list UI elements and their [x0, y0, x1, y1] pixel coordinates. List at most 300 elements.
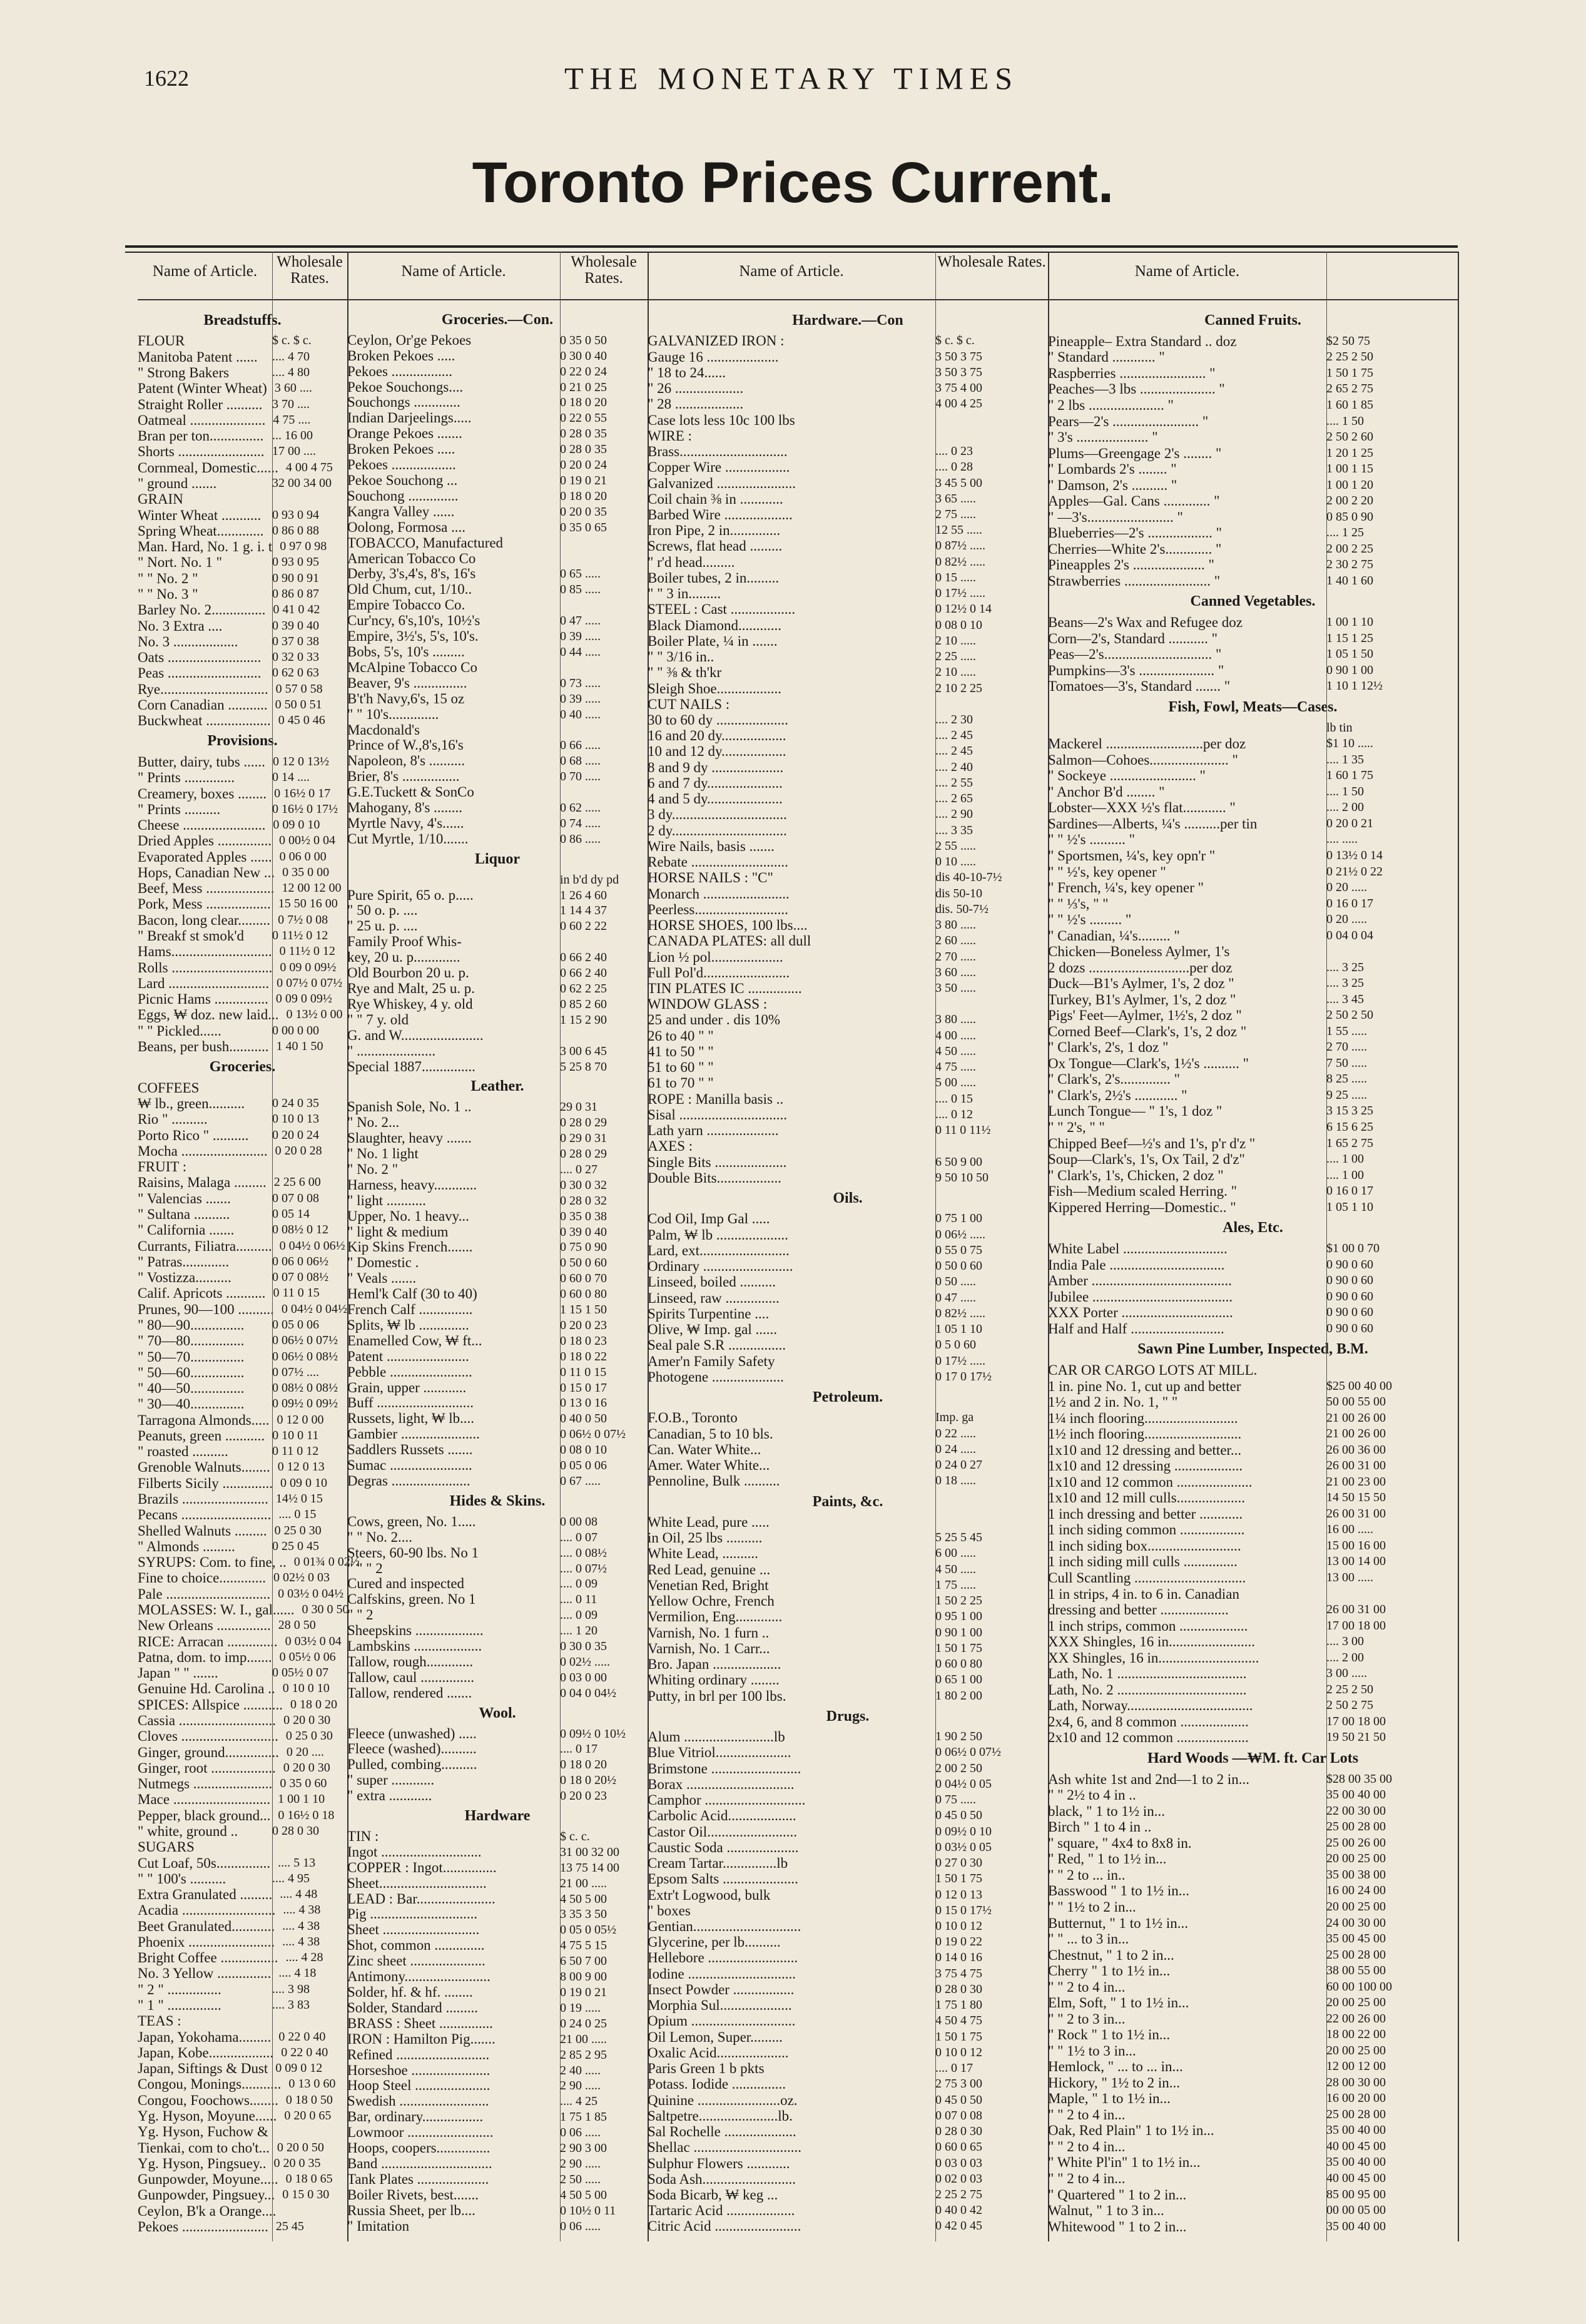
article-name: Extra Granulated .........	[138, 1887, 273, 1903]
price-row	[1048, 1714, 1458, 1730]
wholesale-rate: 60 00 100 00	[1326, 1979, 1392, 1994]
article-name: Iron Pipe, 2 in..............	[648, 522, 781, 539]
article-name: " " 3 in.........	[648, 586, 721, 602]
price-row	[648, 1530, 1048, 1546]
wholesale-rate: 0 08½ 0 12	[272, 1223, 328, 1237]
article-name: Spring Wheat.............	[138, 522, 264, 539]
price-row	[1048, 1039, 1458, 1056]
price-row	[648, 2203, 1048, 2218]
price-row	[347, 1162, 648, 1178]
price-row	[347, 2141, 648, 2156]
article-name: " White Pl'in" 1 to 1½ in...	[1048, 2154, 1201, 2171]
wholesale-rate: 0 24 0 25	[560, 2016, 607, 2031]
article-name: FLOUR	[138, 333, 185, 349]
price-row	[648, 775, 1048, 791]
wholesale-rate: 2 40 .....	[560, 2063, 601, 2077]
article-name: Peas ..........................	[138, 665, 262, 681]
section-heading: Drugs.	[826, 1708, 870, 1725]
article-name: Boiler Rivets, best.......	[347, 2186, 479, 2203]
price-row	[138, 634, 347, 650]
article-name: " No. 2...	[347, 1114, 400, 1131]
price-row	[138, 770, 347, 785]
article-name: Chipped Beef—½'s and 1's, p'r d'z "	[1048, 1135, 1256, 1151]
price-row	[1048, 1931, 1458, 1947]
wholesale-rate: 20 00 25 00	[1326, 1852, 1386, 1866]
article-name: " 50—60...............	[138, 1364, 245, 1380]
price-row	[138, 2171, 347, 2187]
wholesale-rate: 0 17½ .....	[935, 1353, 985, 1368]
wholesale-rate: 3 65 .....	[935, 491, 976, 506]
wholesale-rate: 0 90 1 00	[935, 1625, 982, 1639]
wholesale-rate: 0 11½ 0 12	[279, 944, 335, 959]
wholesale-rate: 3 15 3 25	[1326, 1104, 1373, 1118]
wholesale-rate: 0 86 .....	[560, 832, 601, 846]
price-row	[648, 349, 1048, 365]
wholesale-rate: 15 50 16 00	[278, 897, 338, 911]
article-name: HORSE SHOES, 100 lbs....	[648, 917, 808, 934]
price-row	[138, 681, 347, 697]
wholesale-rate: 0 11 0 11½	[935, 1123, 991, 1138]
article-name: Turkey, B1's Aylmer, 1's, 2 doz "	[1048, 991, 1236, 1007]
page-header	[125, 60, 1458, 98]
article-name: Refined ..........................	[347, 2046, 490, 2062]
wholesale-rate: .... 0 15	[278, 1507, 317, 1522]
price-row	[648, 1824, 1048, 1840]
price-row	[347, 457, 648, 473]
wholesale-rate: 1 55 .....	[1326, 1024, 1367, 1038]
price-row	[1048, 1379, 1458, 1395]
article-name: " ......................	[347, 1042, 436, 1059]
price-row	[138, 1143, 347, 1159]
article-name: 2 dy................................	[648, 822, 787, 838]
price-row	[648, 1107, 1048, 1123]
wholesale-rate: 0 04 0 04½	[560, 1686, 616, 1700]
price-row	[1048, 976, 1458, 992]
article-name: Potass. Iodide ...............	[648, 2076, 786, 2092]
wholesale-rate: 0 87½ .....	[935, 539, 985, 553]
price-row	[1048, 1554, 1458, 1570]
price-row	[1048, 896, 1458, 912]
price-row	[138, 1380, 347, 1396]
article-name: Hemlock, " ... to ... in...	[1048, 2059, 1183, 2075]
price-row	[347, 1686, 648, 1701]
wholesale-rate: 0 45 0 50	[935, 1808, 982, 1823]
article-name: White Label .............................	[1048, 1241, 1228, 1257]
article-name: " " 10's..............	[347, 706, 439, 722]
article-name: Old Bourbon 20 u. p.	[347, 965, 469, 981]
wholesale-rate: 0 20 0 50	[277, 2140, 324, 2154]
wholesale-rate: 0 22 0 24	[560, 364, 607, 379]
article-name: in Oil, 25 lbs ..........	[648, 1530, 763, 1546]
article-name: " " Pickled......	[138, 1022, 221, 1039]
price-row	[347, 1876, 648, 1892]
wholesale-rate: 0 07½ 0 07½	[277, 976, 343, 990]
wholesale-rate: 0 28 0 35	[560, 427, 607, 441]
article-name: 41 to 50 " "	[648, 1043, 714, 1059]
wholesale-rate: 0 7½ 0 08	[278, 912, 328, 927]
price-row	[347, 1255, 648, 1271]
article-name: Full Pol'd........................	[648, 964, 790, 981]
wholesale-rate: 0 35 0 00	[282, 865, 330, 879]
wholesale-rate: 0 45 0 46	[278, 713, 325, 728]
price-row	[347, 769, 648, 785]
wholesale-rate: 0 12 0 13½	[272, 754, 329, 768]
article-name: Rolls ............................	[138, 959, 273, 976]
price-row	[648, 522, 1048, 538]
article-name: Horseshoe ......................	[347, 2062, 491, 2078]
article-name: STEEL : Cast ..................	[648, 601, 796, 618]
price-row	[1048, 1136, 1458, 1152]
article-name: Saddlers Russets .......	[347, 1442, 473, 1458]
price-row	[138, 786, 347, 802]
wholesale-rate: 0 19 0 21	[560, 1985, 607, 1999]
wholesale-rate: 0 08 0 10	[560, 1443, 607, 1457]
article-name: Borax ..............................	[648, 1776, 795, 1792]
wholesale-rate: dis. 50-7½	[935, 902, 989, 916]
header-name-label: Name of Article.	[401, 263, 506, 280]
wholesale-rate: 15 00 16 00	[1326, 1538, 1386, 1552]
wholesale-rate: 2 65 2 75	[1326, 382, 1373, 396]
article-name: Ginger, ground...............	[138, 1744, 279, 1760]
price-row	[347, 2000, 648, 2016]
article-name: " —3's........................ "	[1048, 509, 1183, 525]
price-row	[347, 1131, 648, 1146]
wholesale-rate: 0 28 0 35	[560, 442, 607, 457]
price-row	[1048, 461, 1458, 477]
wholesale-rate	[552, 536, 648, 551]
price-row	[347, 1318, 648, 1333]
wholesale-rate	[552, 1028, 648, 1044]
article-name: 16 and 20 dy..................	[648, 728, 786, 744]
price-row	[648, 1609, 1048, 1624]
wholesale-rate: 21 00 .....	[560, 2032, 607, 2046]
price-row	[347, 1922, 648, 1938]
article-name: Winter Wheat ...........	[138, 507, 262, 523]
price-row	[138, 333, 347, 349]
wholesale-rate: 0 17 0 17½	[935, 1369, 992, 1384]
wholesale-rate: 0 24 0 27	[935, 1458, 982, 1472]
wholesale-rate: 2 10 .....	[935, 633, 976, 648]
price-row	[1048, 1321, 1458, 1337]
wholesale-rate: 1 00 1 10	[278, 1792, 325, 1807]
article-name: Pekoe Souchong ...	[347, 472, 458, 489]
article-name: BRASS : Sheet ...............	[347, 2015, 493, 2031]
article-name: Beet Granulated............	[138, 1918, 275, 1934]
price-row	[138, 2092, 347, 2108]
wholesale-rate: 25 45	[275, 2219, 304, 2233]
price-row	[347, 950, 648, 966]
price-row	[347, 504, 648, 520]
wholesale-rate: 26 00 31 00	[1326, 1603, 1386, 1617]
wholesale-rate: 3 00 6 45	[560, 1044, 607, 1058]
price-row	[347, 1592, 648, 1608]
price-row	[1048, 1088, 1458, 1104]
article-name: Buff ...........................	[347, 1395, 474, 1411]
article-name: Rye Whiskey, 4 y. old	[347, 996, 473, 1012]
wholesale-rate: 6 15 6 25	[1326, 1120, 1373, 1134]
article-name: Beef, Mess ...................	[138, 880, 275, 897]
article-name: Oolong, Formosa ....	[347, 519, 465, 535]
wholesale-rate: 4 00 4 75	[285, 460, 333, 474]
article-name: 2 dozs ............................per doz	[1048, 959, 1233, 976]
wholesale-rate: $28 00 35 00	[1326, 1771, 1392, 1786]
wholesale-rate: 0 09 0 10	[273, 818, 320, 832]
article-name: Tienkai, com to cho't...	[138, 2139, 270, 2156]
wholesale-rate: 28 0 50	[278, 1618, 316, 1633]
price-row	[138, 713, 347, 728]
wholesale-rate: 0 05½ 0 06	[279, 1649, 336, 1664]
wholesale-rate: 0 02 0 03	[935, 2171, 982, 2186]
wholesale-rate: 0 13½ 0 00	[286, 1007, 343, 1022]
article-name: 1½ and 2 in. No. 1, " "	[1048, 1394, 1178, 1410]
price-row	[1048, 414, 1458, 430]
price-row	[138, 1023, 347, 1039]
wholesale-rate: .... 0 28	[935, 460, 973, 474]
price-row	[138, 539, 347, 554]
wholesale-rate: 0 90 0 60	[1326, 1257, 1373, 1272]
article-name: " " 7 y. old	[347, 1011, 409, 1027]
article-name: " No. 2 "	[347, 1161, 399, 1177]
wholesale-rate: .... 3 45	[1326, 992, 1364, 1006]
price-row	[347, 1044, 648, 1059]
price-row	[648, 902, 1048, 917]
article-name: Pig ..............................	[347, 1906, 478, 1922]
price-row	[648, 886, 1048, 902]
wholesale-rate: 35 00 38 00	[1326, 1867, 1386, 1882]
article-name: Genuine Hd. Carolina ..	[138, 1681, 275, 1697]
wholesale-rate: 25 00 28 00	[1326, 1820, 1386, 1834]
article-name: Upper, No. 1 heavy...	[347, 1208, 469, 1224]
article-name: Evaporated Apples ......	[138, 849, 272, 865]
price-row	[648, 665, 1048, 680]
article-name: Old Chum, cut, 1/10..	[347, 581, 472, 598]
article-name: Souchong ..............	[347, 487, 459, 504]
article-name: Macdonald's	[347, 721, 420, 738]
header-rates-label: Wholesale Rates.	[277, 253, 343, 287]
article-name: " " ... to 3 in...	[1048, 1931, 1129, 1947]
article-name: Cream Tartar...............lb	[648, 1855, 788, 1872]
price-row	[347, 1845, 648, 1860]
wholesale-rate: .... 2 65	[935, 792, 973, 806]
price-row	[1048, 1168, 1458, 1184]
article-name: Half and Half ..........................	[1048, 1320, 1224, 1337]
wholesale-rate: 1 15 1 50	[560, 1303, 607, 1317]
price-row	[347, 520, 648, 536]
price-row	[648, 2076, 1048, 2092]
wholesale-rate: 0 03½ 0 04½	[278, 1586, 344, 1601]
wholesale-rate: 25 00 28 00	[1326, 1947, 1386, 1962]
price-row	[347, 1514, 648, 1530]
price-row	[1048, 1119, 1458, 1136]
wholesale-rate: 22 00 26 00	[1326, 2011, 1386, 2026]
wholesale-rate: 26 00 31 00	[1326, 1506, 1386, 1521]
wholesale-rate: 1 10 1 12½	[1326, 679, 1383, 693]
article-name: " Patras.............	[138, 1253, 230, 1270]
wholesale-rate: 2 30 2 75	[1326, 558, 1373, 572]
price-row	[138, 1302, 347, 1317]
wholesale-rate: 0 17½ .....	[935, 586, 985, 601]
price-row	[648, 459, 1048, 475]
price-row	[347, 1741, 648, 1757]
header-rates-label: Wholesale Rates.	[571, 253, 637, 287]
wholesale-rate: 2 70 .....	[935, 949, 976, 964]
article-name: RICE: Arracan ..............	[138, 1633, 278, 1649]
wholesale-rate: $2 50 75	[1326, 334, 1370, 348]
price-row	[648, 1170, 1048, 1186]
article-name: Buckwheat ..................	[138, 713, 271, 729]
article-name: " Lombards 2's ........ "	[1048, 461, 1177, 477]
article-name: Special 1887...............	[347, 1058, 475, 1074]
price-row	[1048, 1426, 1458, 1442]
price-row	[138, 2203, 347, 2219]
wholesale-rate: 0 10 0 12	[935, 2045, 982, 2059]
article-name: Barbed Wire ...................	[648, 506, 793, 522]
article-name: Raisins, Malaga .........	[138, 1175, 267, 1191]
wholesale-rate: .... 5 13	[278, 1855, 316, 1870]
price-row	[1048, 864, 1458, 880]
wholesale-rate: 18 00 22 00	[1326, 2027, 1386, 2042]
article-name: Brass..............................	[648, 444, 788, 460]
price-row	[138, 2187, 347, 2203]
price-row	[347, 1474, 648, 1489]
price-row	[138, 1333, 347, 1348]
price-row	[347, 723, 648, 738]
price-row	[1048, 557, 1458, 573]
price-row	[1048, 573, 1458, 589]
article-name: Oil Lemon, Super.........	[648, 2029, 783, 2045]
article-name: SPICES: Allspice ...........	[138, 1696, 283, 1713]
article-name: " Clark's, 2's.............. "	[1048, 1071, 1181, 1088]
price-row	[347, 1670, 648, 1686]
wholesale-rate: 0 04½ 0 04½	[281, 1302, 347, 1316]
price-row	[1048, 2154, 1458, 2171]
article-name: Heml'k Calf (30 to 40)	[347, 1286, 477, 1302]
price-row	[1048, 800, 1458, 816]
price-row	[347, 1333, 648, 1349]
wholesale-rate: $1 10 .....	[1326, 736, 1373, 751]
wholesale-rate: 0 66 .....	[560, 738, 601, 753]
price-row	[648, 444, 1048, 459]
wholesale-rate: 0 09½ 0 10	[935, 1824, 992, 1838]
price-row	[138, 602, 347, 618]
price-row	[648, 2187, 1048, 2203]
price-row	[347, 410, 648, 426]
price-row	[648, 791, 1048, 807]
price-row	[138, 1080, 347, 1096]
article-name: Hoop Steel .....................	[347, 2077, 491, 2094]
price-row	[347, 1365, 648, 1380]
wholesale-rate: .... 0 17	[560, 1742, 597, 1756]
price-row	[138, 1238, 347, 1254]
header-rates-label: Wholesale Rates.	[937, 253, 1046, 270]
wholesale-rate: 0 14 0 16	[935, 1950, 982, 1965]
price-row	[1048, 784, 1458, 800]
price-row	[648, 2045, 1048, 2061]
article-name: Brimstone .........................	[648, 1760, 801, 1776]
article-name: Venetian Red, Bright	[648, 1577, 769, 1593]
article-name: Gentian..............................	[648, 1918, 801, 1934]
article-name: Putty, in brl per 100 lbs.	[648, 1688, 786, 1704]
wholesale-rate: 3 50 3 75	[935, 349, 982, 364]
price-row	[648, 396, 1048, 412]
wholesale-rate: 40 00 45 00	[1326, 2171, 1386, 2185]
wholesale-rate: 0 18 0 20	[560, 489, 607, 503]
price-row	[1048, 1570, 1458, 1586]
article-name: " 30—40...............	[138, 1396, 245, 1412]
article-name: Oats ..........................	[138, 650, 262, 666]
article-name: Single Bits ....................	[648, 1154, 787, 1170]
article-name: Yg. Hyson, Moyune......	[138, 2108, 277, 2124]
article-name: TOBACCO, Manufactured	[347, 534, 503, 551]
price-row	[1048, 1947, 1458, 1964]
price-row	[1048, 678, 1458, 695]
article-name: Lion ½ pol....................	[648, 949, 783, 965]
price-row	[648, 1656, 1048, 1672]
page-number: 1622	[144, 66, 189, 91]
wholesale-rate: .... 2 00	[1326, 1650, 1364, 1664]
article-name: Bran per ton...............	[138, 428, 264, 444]
wholesale-rate: 2 90 .....	[560, 2079, 601, 2093]
price-row	[648, 1410, 1048, 1425]
price-row	[347, 1302, 648, 1318]
price-row	[648, 1274, 1048, 1290]
article-name: " boxes	[648, 1902, 691, 1919]
article-name: " " 2's, " "	[1048, 1119, 1105, 1136]
wholesale-rate: Imp. ga	[935, 1410, 974, 1425]
article-name: Oatmeal .....................	[138, 412, 266, 428]
price-row	[347, 2078, 648, 2094]
article-name: Peas—2's.............................. "	[1048, 646, 1222, 663]
price-row	[1048, 992, 1458, 1008]
price-row	[138, 1444, 347, 1459]
wholesale-rate: $ c. c.	[560, 1829, 590, 1843]
article-name: Man. Hard, No. 1 g. i. t	[138, 539, 273, 555]
price-row	[1048, 1305, 1458, 1321]
price-row	[347, 1576, 648, 1592]
wholesale-rate: 17 00 ....	[272, 444, 316, 459]
price-row	[138, 1285, 347, 1301]
wholesale-rate: 0 13 0 60	[288, 2077, 336, 2091]
price-row	[138, 1902, 347, 1918]
price-row	[347, 349, 648, 364]
price-row	[648, 1641, 1048, 1656]
price-row	[1048, 429, 1458, 446]
price-row	[1048, 1682, 1458, 1698]
price-row	[347, 1757, 648, 1773]
wholesale-rate: 0 13½ 0 14	[1326, 848, 1383, 862]
wholesale-rate: 0 16½ 0 17	[274, 786, 331, 800]
article-name: Ox Tongue—Clark's, 1½'s .......... "	[1048, 1055, 1249, 1071]
price-row	[347, 566, 648, 582]
article-name: Chicken—Boneless Aylmer, 1's	[1048, 944, 1230, 960]
price-row	[138, 1586, 347, 1602]
price-row	[347, 1938, 648, 1954]
price-row	[347, 2032, 648, 2047]
wholesale-rate: 0 20 .....	[1326, 880, 1367, 895]
article-name: " " 2 to 4 in...	[1048, 2138, 1126, 2154]
price-row	[138, 397, 347, 412]
article-name: 2x4, 6, and 8 common ...................	[1048, 1713, 1249, 1730]
price-row	[1048, 1819, 1458, 1835]
price-row	[1048, 2011, 1458, 2027]
article-name: " 40—50...............	[138, 1380, 245, 1397]
wholesale-rate: .... 2 40	[935, 760, 973, 774]
price-row	[648, 981, 1048, 996]
wholesale-rate: 40 00 45 00	[1326, 2139, 1386, 2153]
article-name: GALVANIZED IRON :	[648, 333, 785, 349]
wholesale-rate: 0 18 0 65	[285, 2172, 333, 2186]
article-name: Fleece (washed)..........	[347, 1741, 477, 1757]
